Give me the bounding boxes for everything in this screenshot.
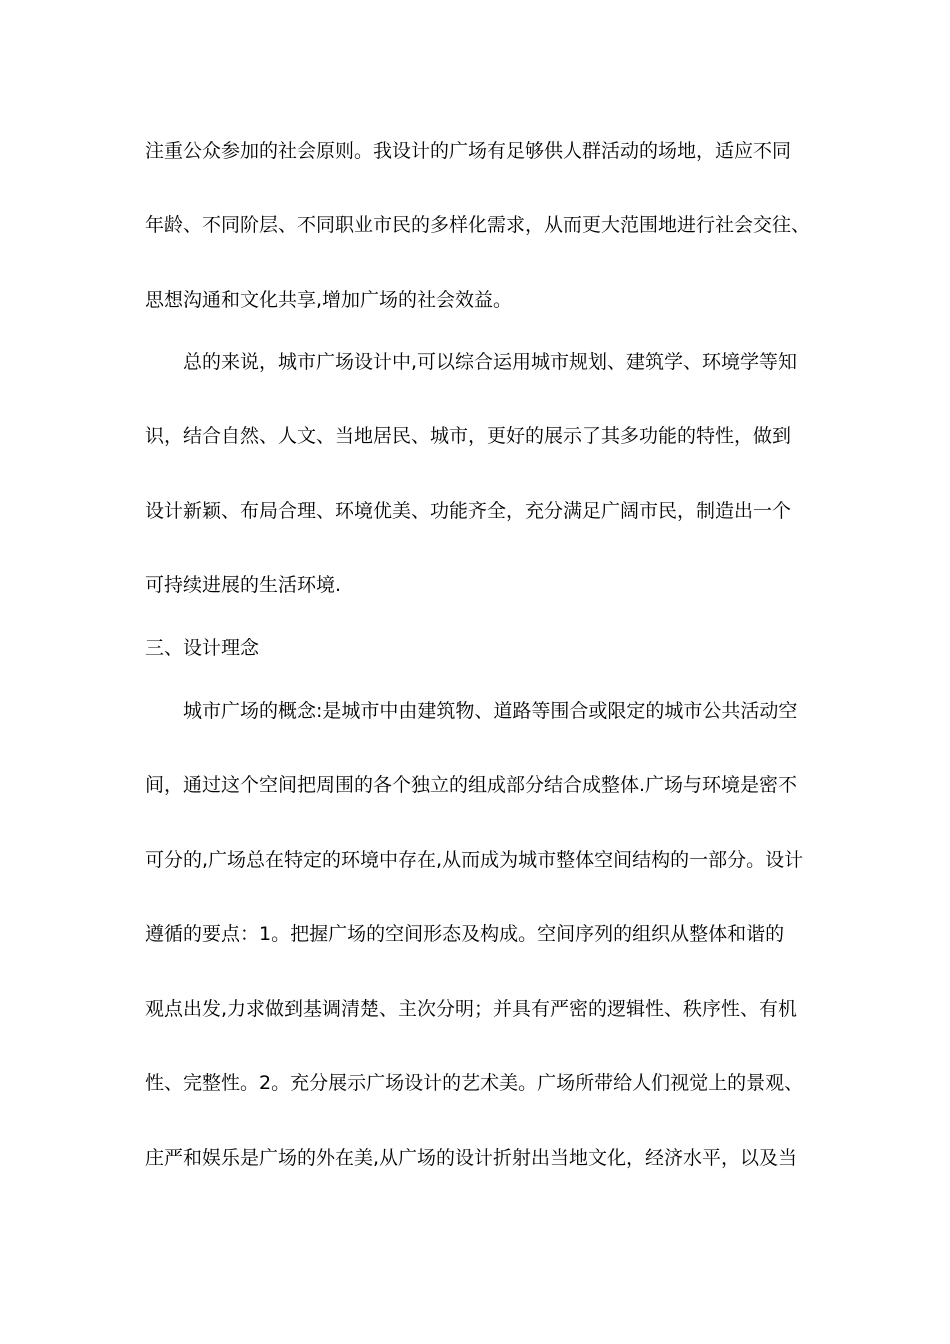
paragraph-line: 遵循的要点：1。把握广场的空间形态及构成。空间序列的组织从整体和谐的	[145, 923, 785, 945]
paragraph-line: 庄严和娱乐是广场的外在美,从广场的设计折射出当地文化，经济水平，以及当	[145, 1147, 798, 1169]
paragraph-line: 思想沟通和文化共享,增加广场的社会效益。	[145, 289, 513, 311]
paragraph-line: 可持续进展的生活环境.	[145, 574, 342, 596]
paragraph-line: 间，通过这个空间把周围的各个独立的组成部分结合成整体.广场与环境是密不	[145, 774, 798, 796]
paragraph-line: 城市广场的概念:是城市中由建筑物、道路等围合或限定的城市公共活动空	[183, 700, 798, 722]
paragraph-line: 注重公众参加的社会原则。我设计的广场有足够供人群活动的场地，适应不同	[145, 140, 792, 162]
section-heading: 三、设计理念	[145, 637, 260, 659]
paragraph-line: 总的来说，城市广场设计中,可以综合运用城市规划、建筑学、环境学等知	[183, 351, 798, 373]
paragraph-line: 设计新颖、布局合理、环境优美、功能齐全，充分满足广阔市民，制造出一个	[145, 500, 792, 522]
paragraph-line: 年龄、不同阶层、不同职业市民的多样化需求，从而更大范围地进行社会交往、	[145, 214, 811, 236]
paragraph-line: 可分的,广场总在特定的环境中存在,从而成为城市整体空间结构的一部分。设计	[145, 849, 804, 871]
paragraph-line: 性、完整性。2。充分展示广场设计的艺术美。广场所带给人们视觉上的景观、	[145, 1072, 804, 1094]
paragraph-line: 观点出发,力求做到基调清楚、主次分明；并具有严密的逻辑性、秩序性、有机	[145, 998, 798, 1020]
paragraph-line: 识，结合自然、人文、当地居民、城市，更好的展示了其多功能的特性，做到	[145, 425, 792, 447]
